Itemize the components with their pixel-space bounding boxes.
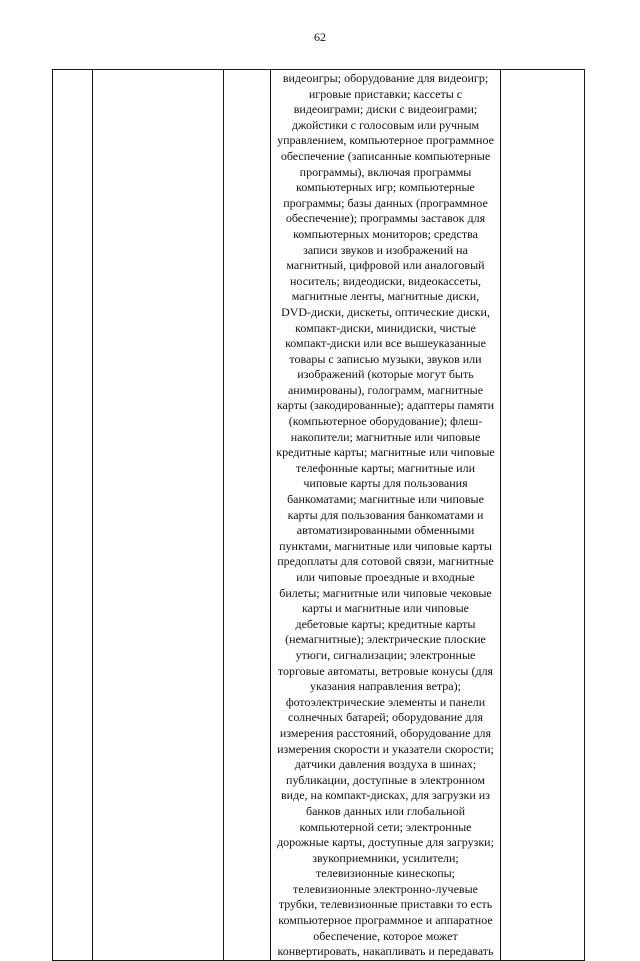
table-cell-5 <box>501 70 585 961</box>
cell-1-text <box>53 70 92 71</box>
table-cell-3 <box>224 70 271 961</box>
document-table <box>52 69 585 961</box>
table-cell-2 <box>93 70 224 961</box>
goods-list-cell <box>271 70 501 961</box>
cell-2-text <box>93 70 223 71</box>
cell-3-text <box>224 70 270 71</box>
page-number: 62 <box>314 30 326 44</box>
table-row <box>53 70 585 961</box>
goods-list-text: видеоигры; оборудование для видеоигр; игровые приставки; кассеты с видеоиграми; диски с видеоиграми; джойстики с голосовым или ручным управлением, компьютерное программное обеспечение (записанные компьютерные программы), включая программы компьютерных игр; компьютерные программы; базы данных (программное обеспечение); программы заставок для компьютерных мониторов; средства записи звуков и изображений на магнитный, цифровой или аналоговый носитель; видеодиски, видеокассеты, магнитные ленты, магнитные диски, DVD-диски, дискеты, оптические диски, компакт-диски, минидиски, чистые компакт-диски или все вышеуказанные товары с записью музыки, звуков или изображений (которые могут быть анимированы), голограмм, магнитные карты (закодированные); адаптеры памяти (компьютерное оборудование); флеш- накопители; магнитные или чиповые кредитные карты; магнитные или чиповые телефонные карты; магнитные или чиповые карты для пользования банкоматами; магнитные или чиповые карты для пользования банкоматами и автоматизированными обменными пунктами, магнитные или чиповые карты предоплаты для сотовой связи, магнитные или чиповые проездные и входные билеты; магнитные или чиповые чековые карты и магнитные или чиповые дебетовые карты; кредитные карты (немагнитные); электрические плоские утюги, сигнализации; электронные торговые автоматы, ветровые конусы (для указания направления ветра); фотоэлектрические элементы и панели солнечных батарей; оборудование для измерения расстояний, оборудование для измерения скорости и указатели скорости; датчики давления воздуха в шинах; публикации, доступные в электронном виде, на компакт-дисках, для загрузки из банков данных или глобальной компьютерной сети; электронные дорожные карты, доступные для загрузки; звукоприемники, усилители; телевизионные кинескопы; телевизионные электронно-лучевые трубки, телевизионные приставки то есть компьютерное программное и аппаратное обеспечение, которое может конвертировать, накапливать и передавать <box>276 71 495 959</box>
cell-5-text <box>501 70 584 71</box>
table-cell-1 <box>53 70 93 961</box>
